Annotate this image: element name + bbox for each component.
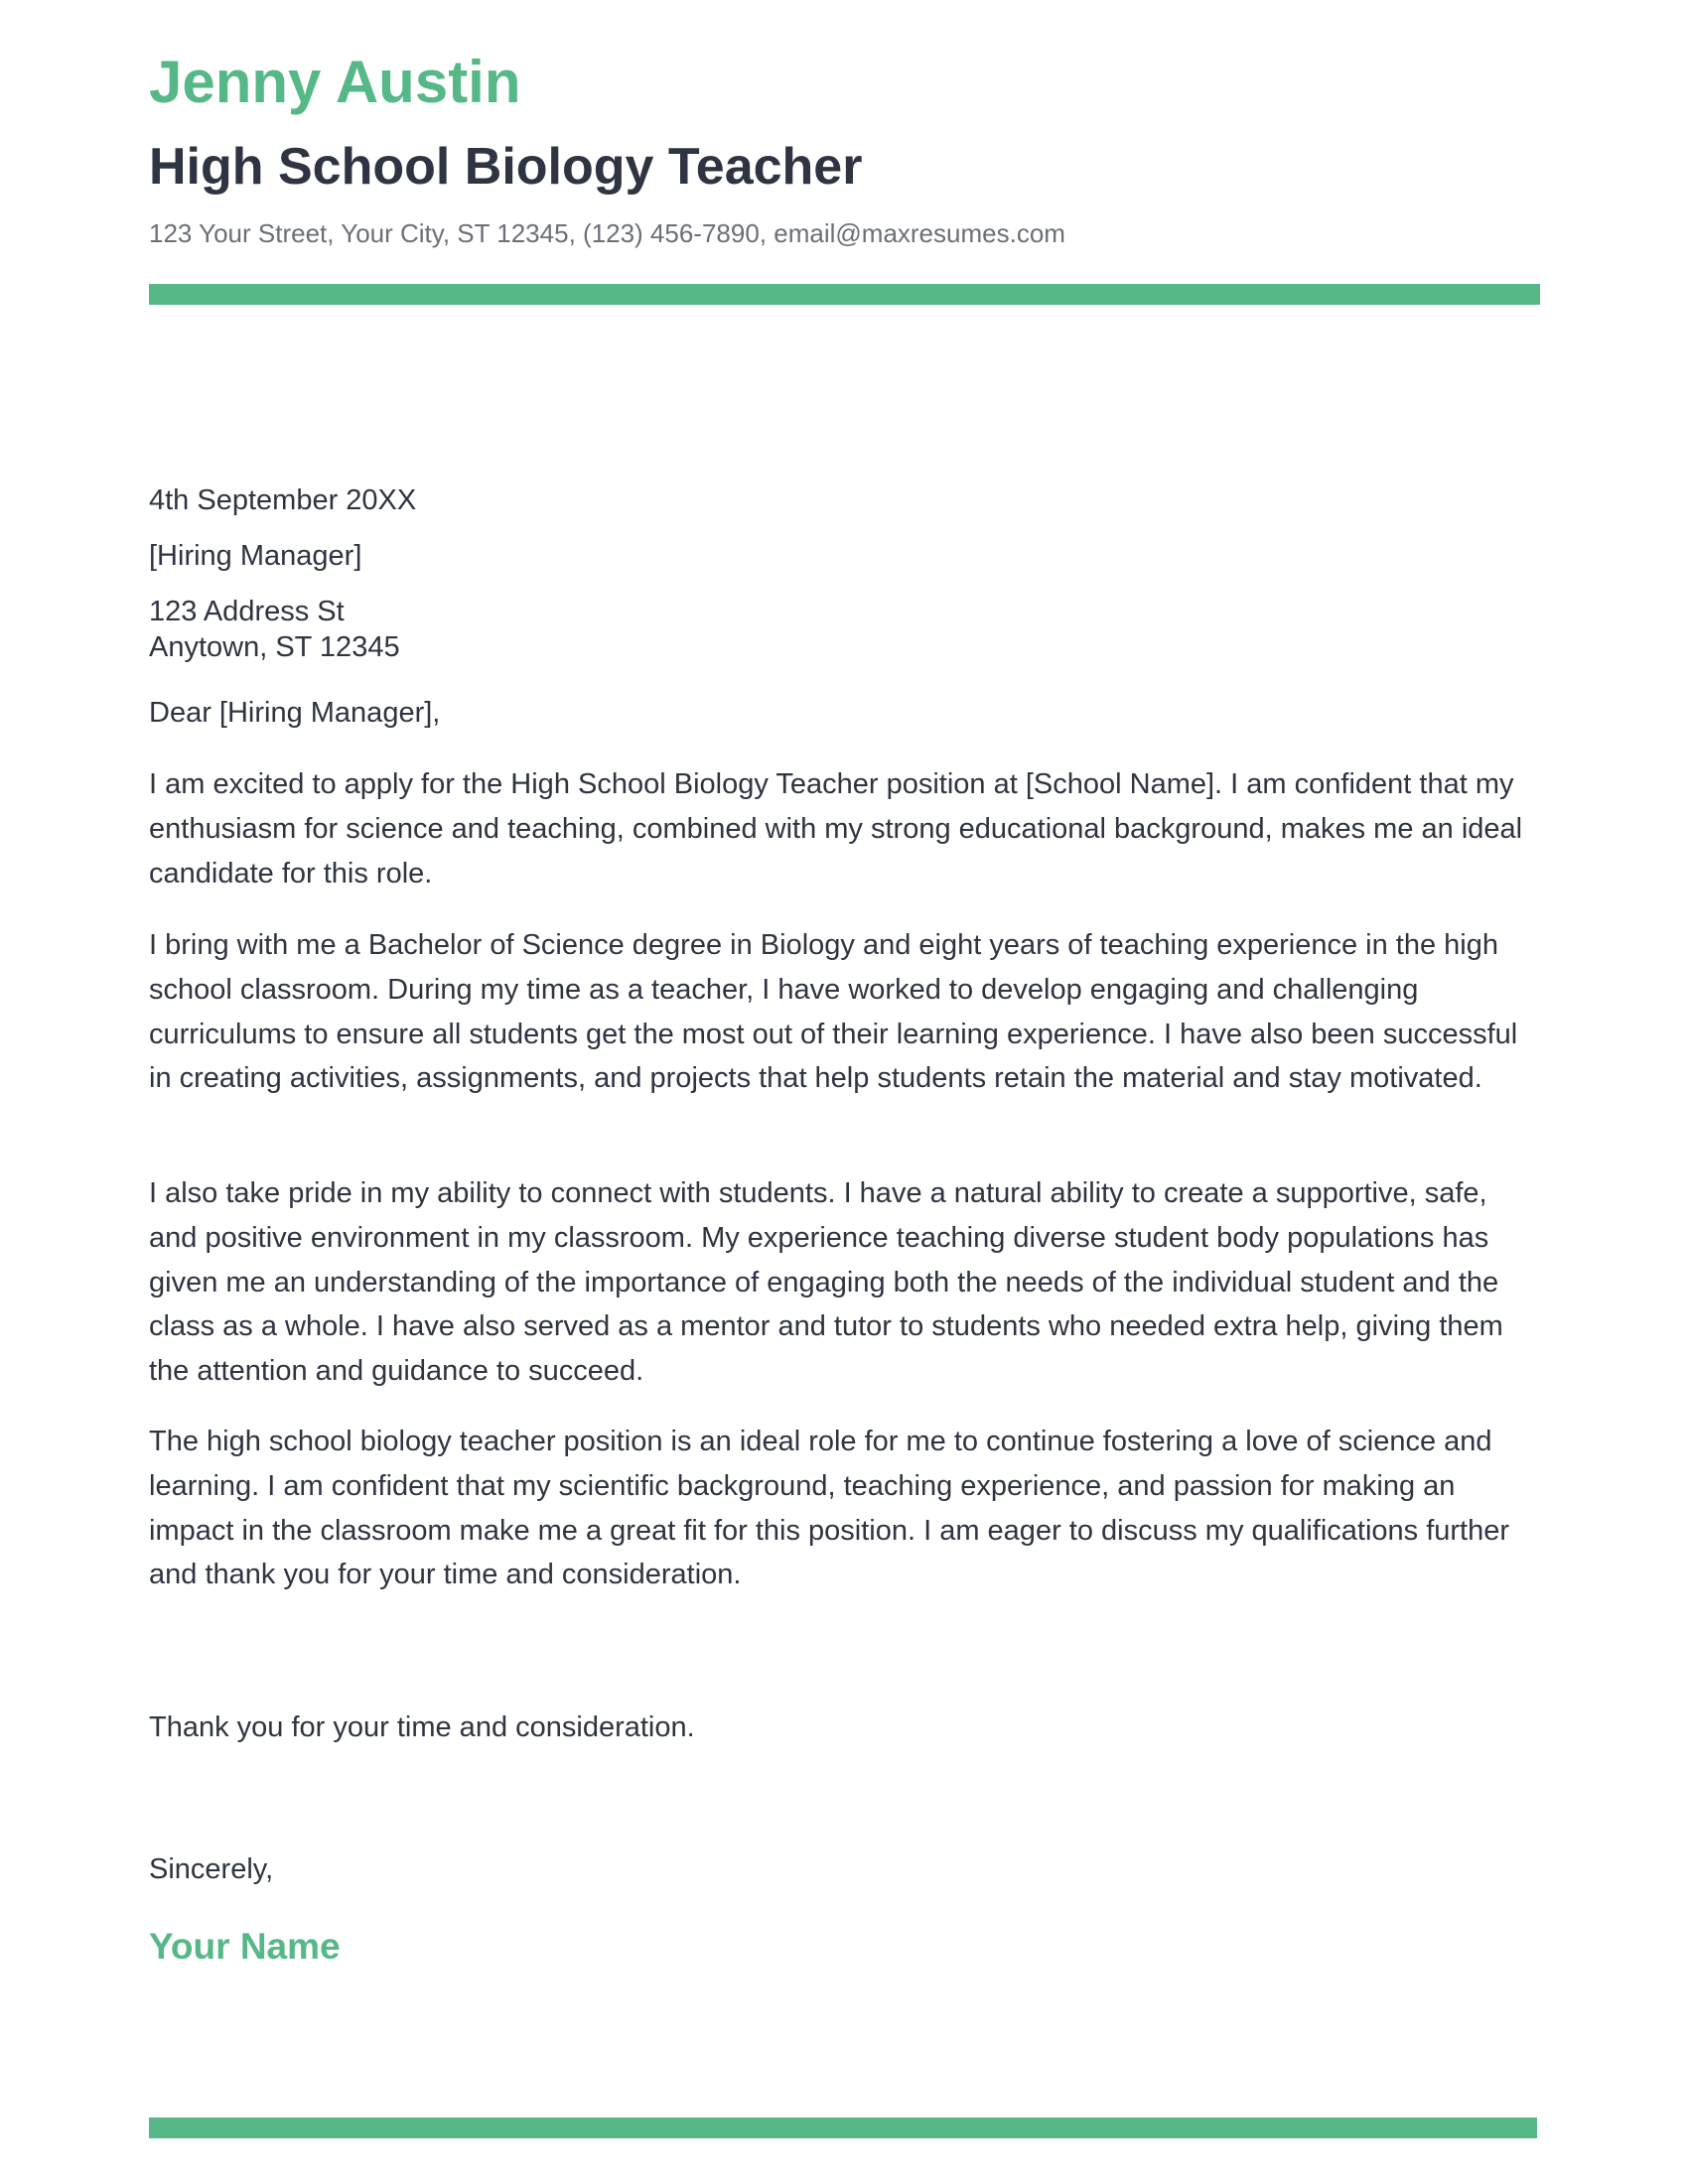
body-paragraph-4: The high school biology teacher position is an ideal role for me to continue fostering a love of science and learning. I am confident that my scientific background, teaching experience, and passion for making an impact in the classroom make me a great fit for this position. I am eager to discuss my qualifications further and thank you for your time and consideration. <box>149 1426 1510 1591</box>
thanks-line: Thank you for your time and consideration. <box>149 1711 695 1743</box>
body-paragraph-3: I also take pride in my ability to connect with students. I have a natural ability to create a supportive, safe, and positive environment in my classroom. My experience teaching diverse student body populations has given me an understanding of the importance of engaging both the needs of the individual student and the class as a whole. I have also served as a mentor and tutor to students who needed extra help, giving them the attention and guidance to succeed. <box>149 1177 1503 1388</box>
signature-name: Your Name <box>149 1926 341 1967</box>
job-title: High School Biology Teacher <box>149 138 863 196</box>
header-divider <box>149 284 1540 305</box>
footer-divider <box>149 2117 1537 2138</box>
recipient-address-line1: 123 Address St <box>149 596 345 627</box>
recipient-name: [Hiring Manager] <box>149 540 362 572</box>
salutation: Dear [Hiring Manager], <box>149 697 441 729</box>
body-paragraph-1: I am excited to apply for the High School Biology Teacher position at [School Name]. I am confident that my enthusiasm for science and teaching, combined with my strong educational background, makes me an ideal candidate for this role. <box>149 768 1523 889</box>
letter-date: 4th September 20XX <box>149 484 417 516</box>
body-paragraph-2: I bring with me a Bachelor of Science degree in Biology and eight years of teaching experience in the high school classroom. During my time as a teacher, I have worked to develop engaging and challenging curriculums to ensure all students get the most out of their learning experience. I have also been successful in creating activities, assignments, and projects that help students retain the material and stay motivated. <box>149 929 1518 1095</box>
cover-letter-page <box>149 0 1539 2184</box>
closing: Sincerely, <box>149 1853 274 1885</box>
recipient-address-line2: Anytown, ST 12345 <box>149 631 400 663</box>
applicant-name: Jenny Austin <box>149 49 521 115</box>
contact-line: 123 Your Street, Your City, ST 12345, (123) 456-7890, email@maxresumes.com <box>149 218 1065 248</box>
